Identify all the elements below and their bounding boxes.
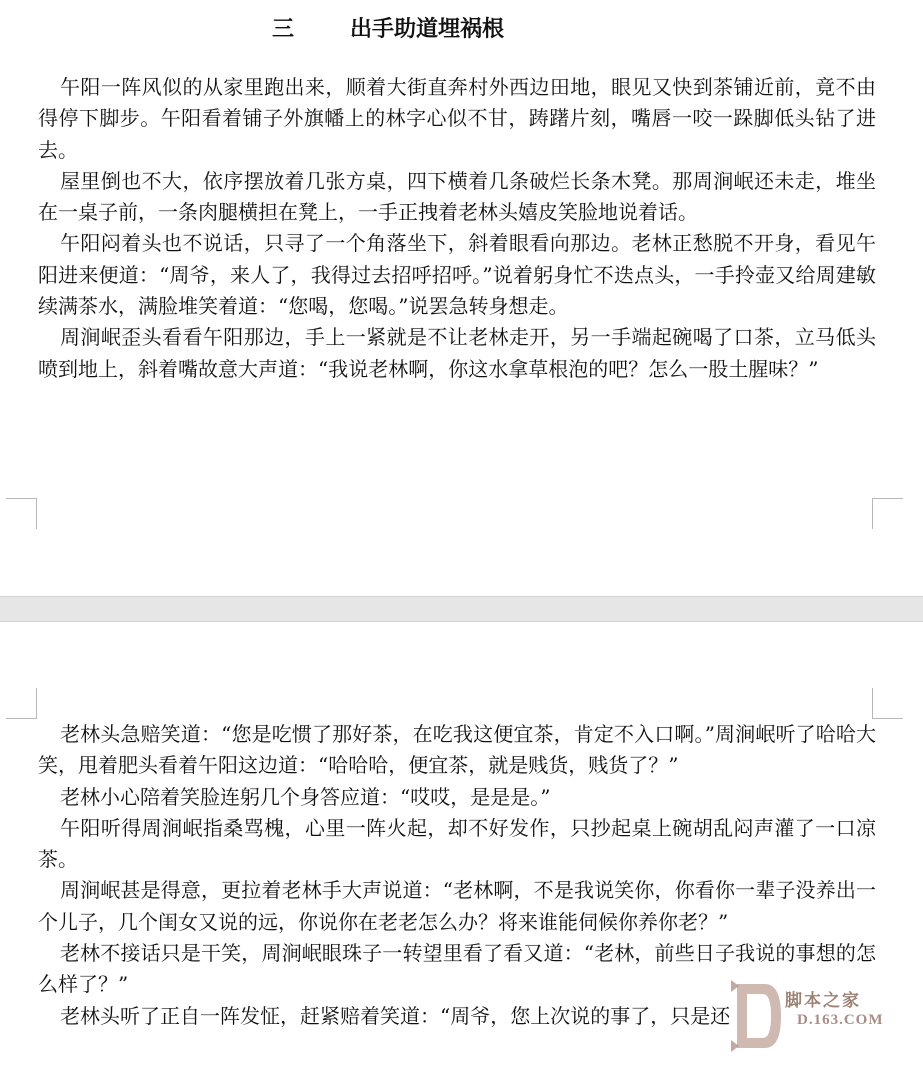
margin-corner-bottom-left <box>6 498 37 529</box>
paragraph: 屋里倒也不大，依序摆放着几张方桌，四下横着几条破烂长条木凳。那周涧岷还未走，堆坐在一桌子前，一条肉腿横担在凳上，一手正拽着老林头嬉皮笑脸地说着话。 <box>38 168 876 225</box>
chapter-heading <box>0 11 923 47</box>
paragraph: 老林小心陪着笑脸连躬几个身答应道：“哎哎，是是是。” <box>60 784 551 809</box>
paragraph: 老林头急赔笑道：“您是吃惯了那好茶，在吃我这便宜茶，肯定不入口啊。”周涧岷听了哈哈大笑，甩着肥头看着午阳这边道：“哈哈哈，便宜茶，就是贱货，贱货了？” <box>38 722 876 778</box>
paragraph: 午阳听得周涧岷指桑骂槐，心里一阵火起，却不好发作，只抄起桌上碗胡乱闷声灌了一口凉茶。 <box>38 815 876 872</box>
margin-corner-bottom-right <box>872 498 903 529</box>
document-page-2 <box>0 622 923 1074</box>
paragraph: 午阳一阵风似的从家里跑出来，顺着大街直奔村外西边田地，眼见又快到茶铺近前，竟不由得停下脚步。午阳看着铺子外旗幡上的林字心似不甘，踌躇片刻，嘴唇一咬一跺脚低头钻了进去。 <box>38 75 876 162</box>
paragraph: 午阳闷着头也不说话，只寻了一个角落坐下，斜着眼看向那边。老林正愁脱不开身，看见午阳进来便道：“周爷，来人了，我得过去招呼招呼。”说着躬身忙不迭点头，一手拎壶又给周建敏续满茶水，满脸堆笑着道：“您喝，您喝。”说罢急转身想走。 <box>38 231 876 319</box>
watermark-logo-icon <box>725 976 785 1056</box>
paragraph: 周涧岷歪头看看午阳那边，手上一紧就是不让老林走开，另一手端起碗喝了口茶，立马低头喷到地上，斜着嘴故意大声道：“我说老林啊，你这水拿草根泡的吧？怎么一股土腥味？” <box>38 325 876 381</box>
chapter-title: 出手助道埋祸根 <box>350 16 505 42</box>
watermark-text: 脚本之家 <box>785 991 861 1010</box>
paragraph: 老林不接话只是干笑，周涧岷眼珠子一转望里看了看又道：“老林，前些日子我说的事想的怎么样了？” <box>38 941 876 997</box>
page-1-body[interactable] <box>38 72 876 385</box>
margin-corner-top-left <box>6 688 37 719</box>
site-watermark <box>725 976 895 1056</box>
chapter-number: 三 <box>272 16 295 42</box>
page-break-gap <box>0 596 923 622</box>
paragraph: 周涧岷甚是得意，更拉着老林手大声说道：“老林啊，不是我说笑你，你看你一辈子没养出一个儿子，几个闺女又说的远，你说你在老老怎么办？将来谁能伺候你养你老？” <box>38 878 876 934</box>
margin-corner-top-right <box>872 688 903 719</box>
watermark-url: D.163.COM <box>797 1012 884 1028</box>
paragraph: 老林头听了正自一阵发怔，赶紧赔着笑道：“周爷，您上次说的事了，只是还 <box>60 1003 731 1028</box>
